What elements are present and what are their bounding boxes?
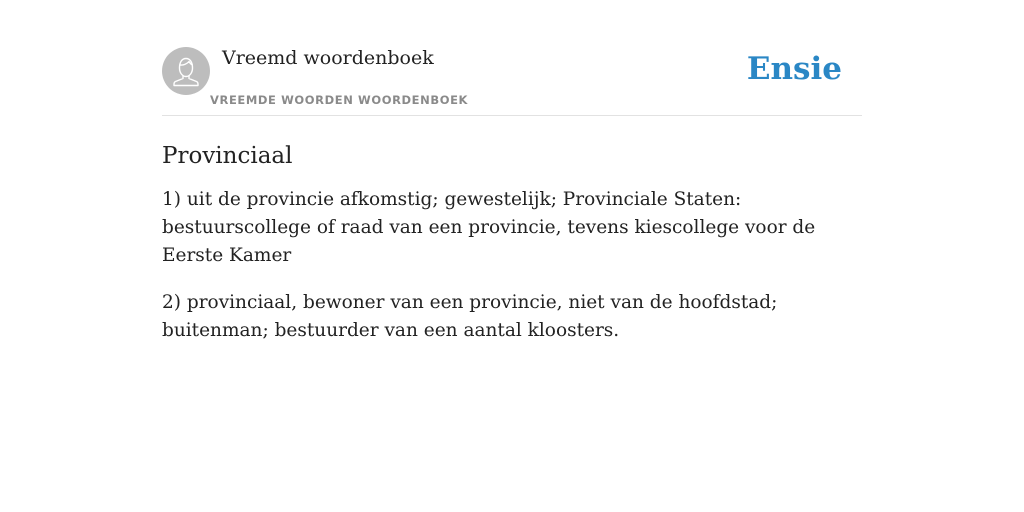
category-label[interactable]: VREEMDE WOORDEN WOORDENBOEK — [210, 93, 469, 107]
entry-card — [162, 0, 862, 364]
definition-item: 2) provinciaal, bewoner van een provincie, niet van de hoofdstad; buitenman; bestuurder van een aantal kloosters. — [162, 292, 778, 341]
entry-title: Provinciaal — [162, 143, 293, 169]
brand-logo[interactable]: Ensie — [746, 51, 842, 87]
avatar[interactable] — [162, 47, 210, 95]
user-icon — [162, 47, 210, 95]
definition-list — [162, 186, 862, 345]
author-name[interactable]: Vreemd woordenboek — [222, 47, 434, 69]
definition-item: 1) uit de provincie afkomstig; gewestelijk; Provinciale Staten: bestuurscollege of raad van een provincie, tevens kiescollege voor de Eerste Kamer — [162, 189, 816, 266]
entry-header — [162, 0, 862, 116]
